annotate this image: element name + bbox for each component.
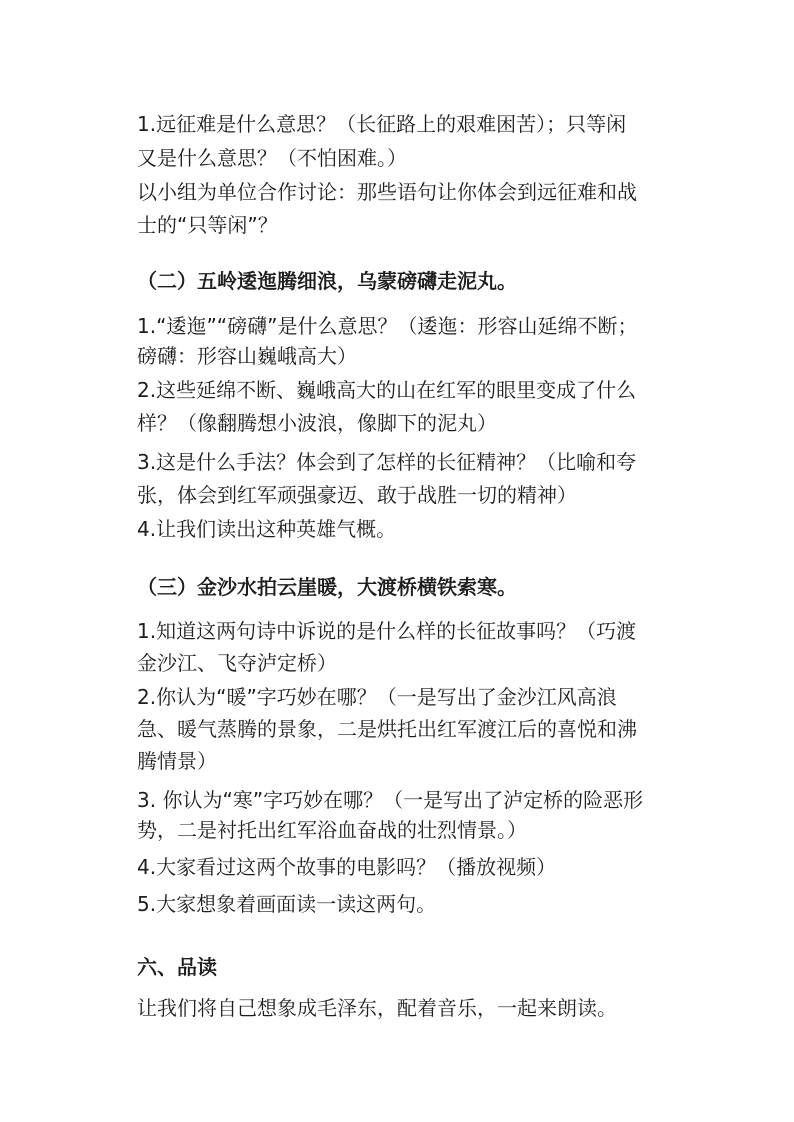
paragraph-line: 1.“逶迤”“磅礴”是什么意思？（逶迤：形容山延绵不断； (137, 314, 638, 338)
paragraph-line: 张，体会到红军顽强豪迈、敢于战胜一切的精神） (137, 483, 577, 507)
paragraph-line: 样？（像翻腾想小波浪，像脚下的泥丸） (137, 411, 497, 435)
paragraph-line: 磅礴：形容山巍峨高大） (137, 344, 357, 368)
paragraph-line: 1.知道这两句诗中诉说的是什么样的长征故事吗？（巧渡 (137, 619, 637, 643)
paragraph-line: 以小组为单位合作讨论：那些语句让你体会到远征难和战 (137, 180, 637, 204)
paragraph-line: 又是什么意思？（不怕困难。） (137, 146, 407, 170)
paragraph-line: 腾情景） (137, 749, 217, 773)
section-heading: （二）五岭逶迤腾细浪，乌蒙磅礴走泥丸。 (137, 269, 517, 293)
paragraph-line: 5.大家想象着画面读一读这两句。 (137, 892, 437, 916)
paragraph-line: 4.大家看过这两个故事的电影吗？（播放视频） (137, 855, 557, 879)
paragraph-line: 2.这些延绵不断、巍峨高大的山在红军的眼里变成了什么 (137, 378, 637, 402)
paragraph-line: 让我们将自己想象成毛泽东，配着音乐，一起来朗读。 (137, 996, 617, 1020)
paragraph-line: 2.你认为“暖”字巧妙在哪？（一是写出了金沙江风高浪 (137, 685, 617, 709)
paragraph-line: 势，二是衬托出红军浴血奋战的壮烈情景。） (137, 818, 527, 842)
paragraph-line: 急、暖气蒸腾的景象，二是烘托出红军渡江后的喜悦和沸 (137, 717, 637, 741)
section-heading: 六、品读 (137, 955, 217, 979)
paragraph-line: 士的“只等闲”？ (137, 213, 278, 237)
paragraph-line: 1.远征难是什么意思？（长征路上的艰难困苦）；只等闲 (137, 112, 627, 136)
section-heading: （三）金沙水拍云崖暖，大渡桥横铁索寒。 (137, 575, 517, 599)
paragraph-line: 3. 你认为“寒”字巧妙在哪？（一是写出了泸定桥的险恶形 (137, 788, 644, 812)
paragraph-line: 3.这是什么手法？体会到了怎样的长征精神？（比喻和夸 (137, 450, 637, 474)
paragraph-line: 4.让我们读出这种英雄气概。 (137, 517, 397, 541)
paragraph-line: 金沙江、飞夺泸定桥） (137, 651, 337, 675)
